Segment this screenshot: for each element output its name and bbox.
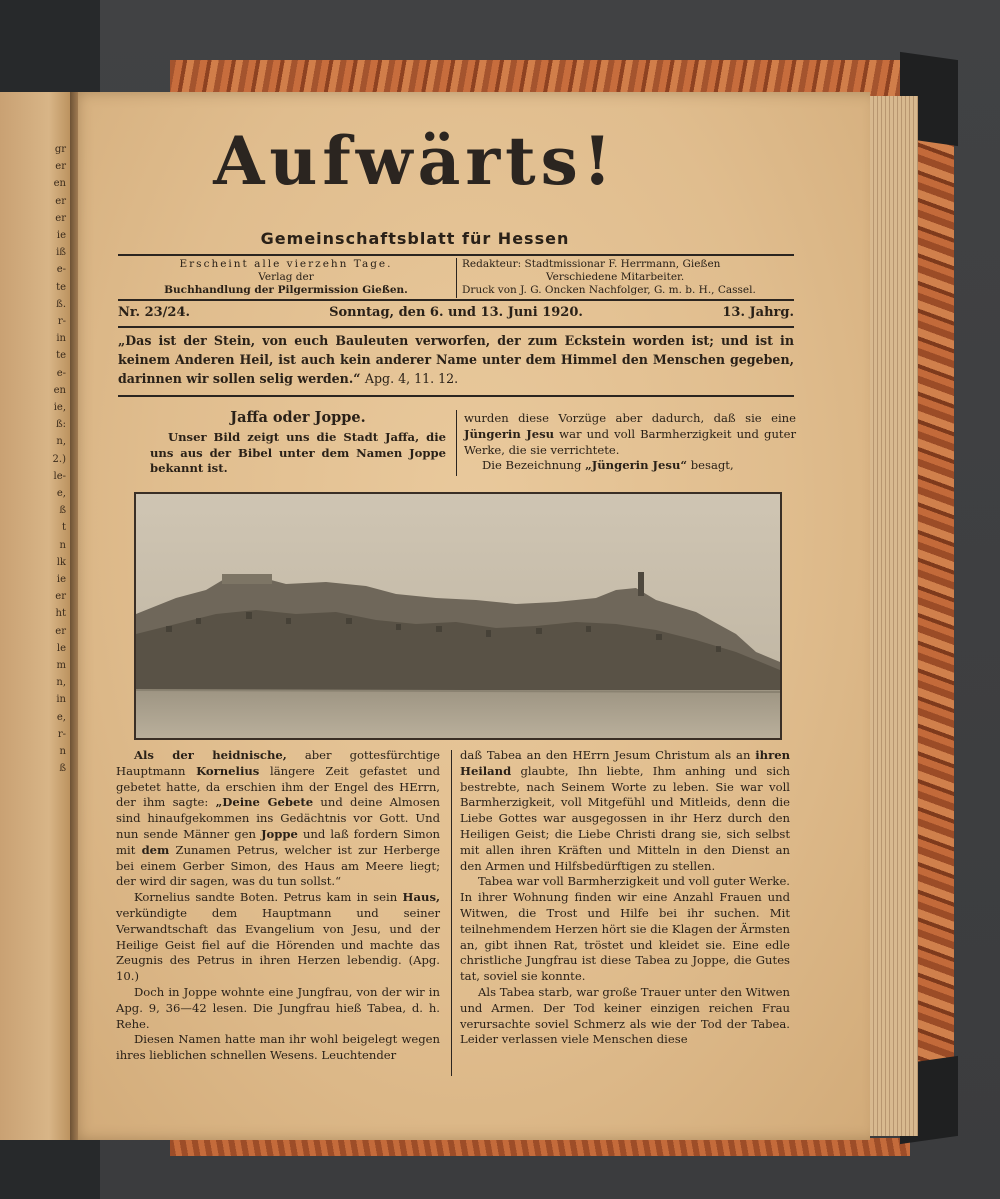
article-heading: Jaffa oder Joppe. (230, 409, 366, 426)
rule-mid (118, 299, 794, 301)
text-run-bold: Als der heidnische, (134, 748, 287, 762)
frequency-line: Erscheint alle vierzehn Tage. (179, 258, 393, 270)
left-page-text-fragment: r- (57, 316, 66, 327)
text-run: und deine Almosen sind hinaufgekommen ins Gedächtnis vor Gott. Und nun sende Männer gen (116, 795, 440, 841)
editor-info (462, 258, 794, 297)
left-page-text-fragment: iß (56, 247, 66, 259)
text-run: besagt, (690, 458, 734, 473)
left-page-text-fragment: n, (56, 436, 66, 448)
article-intro (150, 410, 446, 477)
left-page-text-fragment: ht (55, 608, 66, 620)
text-run-bold: „Jüngerin Jesu“ (585, 458, 688, 473)
text-run-bold: dem (141, 842, 170, 857)
marbled-board-top (170, 60, 910, 96)
text-run-bold: Jüngerin Jesu (464, 426, 555, 441)
left-page-text-fragment: gr (54, 144, 66, 155)
left-page-text-fragment: 2.) (52, 453, 66, 465)
editor-line: Redakteur: Stadtmissionar F. Herrmann, Gießen (462, 258, 721, 270)
printer-line: Druck von J. G. Oncken Nachfolger, G. m. b. H., Cassel. (462, 284, 756, 296)
rule-top (118, 254, 794, 256)
text-run-bold: Kornelius (196, 763, 260, 778)
left-page-text-fragment: e, (56, 711, 66, 723)
text-run: längere Zeit gefastet und gebetet hatte, da erschien ihm der Engel des HErrn, der ihm sagte: (116, 763, 441, 810)
paragraph: Doch in Joppe wohnte eine Jungfrau, von der wir in Apg. 9, 36—42 lesen. Die Jungfrau hieß Tabea, d. h. Rehe. (116, 984, 440, 1031)
text-run: Kornelius sandte Boten. Petrus kam in sein (134, 890, 398, 905)
left-page-text-fragment: e- (56, 367, 66, 379)
marbled-board-bottom (170, 1138, 910, 1156)
column-divider-top (456, 410, 457, 476)
jaffa-city-image (136, 494, 780, 738)
page-edges (862, 96, 918, 1136)
left-page-text-fragment: ie, (53, 402, 66, 413)
volume-year: 13. Jahrg. (722, 305, 794, 320)
paragraph: Tabea war voll Barmherzigkeit und voll guter Werke. In ihrer Wohnung finden wir eine Anzahl Frauen und Witwen, die Trost und Hilfe bei ihr suchen. Mit teilnehmendem Herzen hört sie die Klagen der Ärmsten an, gibt ihnen Rat, tröstet und kleidet sie. Eine edle christliche Jungfrau ist diese Tabea zu Joppe, die Gutes tat, soviel sie konnte. (460, 874, 790, 984)
text-run-bold: Joppe (261, 826, 298, 841)
text-run: und laß fordern Simon mit (116, 826, 441, 857)
left-page-fragment (0, 92, 72, 1140)
left-page-text-fragment: in (56, 694, 66, 706)
left-page-text-fragment: m (56, 660, 66, 671)
text-run: Zunamen Petrus, welcher ist zur Herberge bei einem Gerber Simon, des Haus am Meere liegt; der wird dir sagen, was du tun sollst.“ (116, 842, 440, 889)
text-run-bold: ihren Heiland (460, 748, 790, 778)
left-page-text-fragment: er (55, 195, 66, 207)
left-page-text-fragment: le (56, 642, 66, 654)
info-divider (456, 258, 457, 298)
left-page-text-fragment: e, (56, 488, 66, 499)
motto-text: „Das ist der Stein, von euch Bauleuten verworfen, der zum Eckstein worden ist; und ist in keinem Anderen Heil, ist auch kein anderer Name unter dem Himmel den Menschen gegeben, darinnen wir sollen selig werden.“ (118, 333, 794, 386)
bible-motto (118, 331, 794, 388)
left-page-text-fragment: e- (56, 264, 66, 276)
gutter-shadow (70, 92, 78, 1140)
text-run: glaubte, Ihn liebte, Ihm anhing und sich bestrebte, nach Seinem Worte zu leben. Sie war voll Barmherzigkeit, voll Mitgefühl und Mitleids, denn die Liebe Gottes war ausgegossen in ihr Herz durch den Heiligen Geist; die Liebe Christi drang sie, sich selbst mit allen ihren Kräften und Mitteln in den Dienst an den Armen und Hilfsbedürftigen zu stellen. (460, 763, 791, 873)
left-page-text-fragment: ie (56, 574, 66, 585)
rule-under-date (118, 326, 794, 328)
paragraph: Als Tabea starb, war große Trauer unter den Witwen und Armen. Der Tod keiner einzigen reichen Frau verursachte soviel Schmerz als wie der Tod der Tabea. Leider verlassen viele Menschen diese (460, 984, 790, 1047)
left-page-text-fragment: er (55, 625, 66, 637)
contributors-line: Verschiedene Mitarbeiter. (546, 271, 685, 283)
left-page-text-fragment: n (59, 539, 66, 551)
left-page-text-fragment: ß (59, 763, 66, 775)
left-page-text-fragment: r- (57, 728, 66, 740)
left-page-text-fragment: er (55, 591, 66, 603)
text-run: war und voll Barmherzigkeit und guter Werke, die sie verrichtete. (464, 426, 796, 457)
left-page-text-fragment: n, (56, 677, 66, 689)
left-page-text-fragment: le- (53, 470, 66, 482)
text-run: Die Bezeichnung (482, 458, 582, 473)
issue-date: Sonntag, den 6. und 13. Juni 1920. (329, 305, 583, 320)
dateline (118, 305, 794, 325)
text-run: aber gottesfürchtige Hauptmann (116, 748, 441, 778)
left-page-text-fragment: te (56, 281, 66, 293)
column-divider-bottom (451, 750, 452, 1076)
left-page-text-fragment: n (59, 746, 66, 757)
text-run-bold: Haus, (402, 890, 441, 905)
text-run-bold: „Deine Gebete (215, 795, 314, 810)
left-page-text-fragment: t (61, 522, 66, 534)
paragraph: Diesen Namen hatte man ihr wohl beigelegt wegen ihres lieblichen schnellen Wesens. Leuchtender (116, 1032, 440, 1063)
jaffa-photograph (134, 492, 782, 740)
article-left-column (116, 748, 440, 1064)
article-top-right (464, 411, 796, 474)
issue-number: Nr. 23/24. (118, 305, 191, 320)
marbled-board-right (918, 90, 954, 1130)
publication-info (118, 258, 454, 297)
left-page-text-fragment: ie (56, 230, 66, 241)
publisher-label: Verlag der (258, 271, 314, 283)
left-page-text-fragment: te (56, 350, 66, 362)
left-page-text-fragment: en (53, 178, 66, 190)
left-page-text-fragment: er (55, 212, 66, 224)
article-right-column (460, 748, 790, 1048)
rule-under-motto (118, 395, 794, 397)
left-page-text-fragment: ß: (55, 419, 66, 431)
motto-reference: Apg. 4, 11. 12. (364, 371, 459, 386)
left-page-text-fragment: er (55, 161, 66, 173)
left-page-text-fragment: ß (59, 505, 66, 517)
text-run: verkündigte dem Hauptmann und seiner Verwandtschaft das Evangelium von Jesu, und der Heilige Geist fiel auf die Hörenden und machte das Zeugnis des Petrus in ihren Herzen lebendig. (Apg. 10.) (116, 905, 440, 984)
left-page-text-fragment: in (56, 333, 66, 345)
article-intro-text: Unser Bild zeigt uns die Stadt Jaffa, die uns aus der Bibel unter dem Namen Joppe bekannt ist. (150, 429, 446, 476)
left-page-text-fragment: ß. (56, 298, 66, 310)
left-page-text-fragment: lk (56, 556, 66, 568)
text-run: wurden diese Vorzüge aber dadurch, daß sie eine (464, 411, 796, 425)
publisher-name: Buchhandlung der Pilgermission Gießen. (164, 284, 408, 296)
text-run: daß Tabea an den HErrn Jesum Christum als an (460, 748, 751, 762)
masthead-title: Aufwärts! (213, 122, 617, 200)
masthead-subtitle: Gemeinschaftsblatt für Hessen (260, 229, 570, 248)
left-page-text-fragment: en (53, 384, 66, 396)
